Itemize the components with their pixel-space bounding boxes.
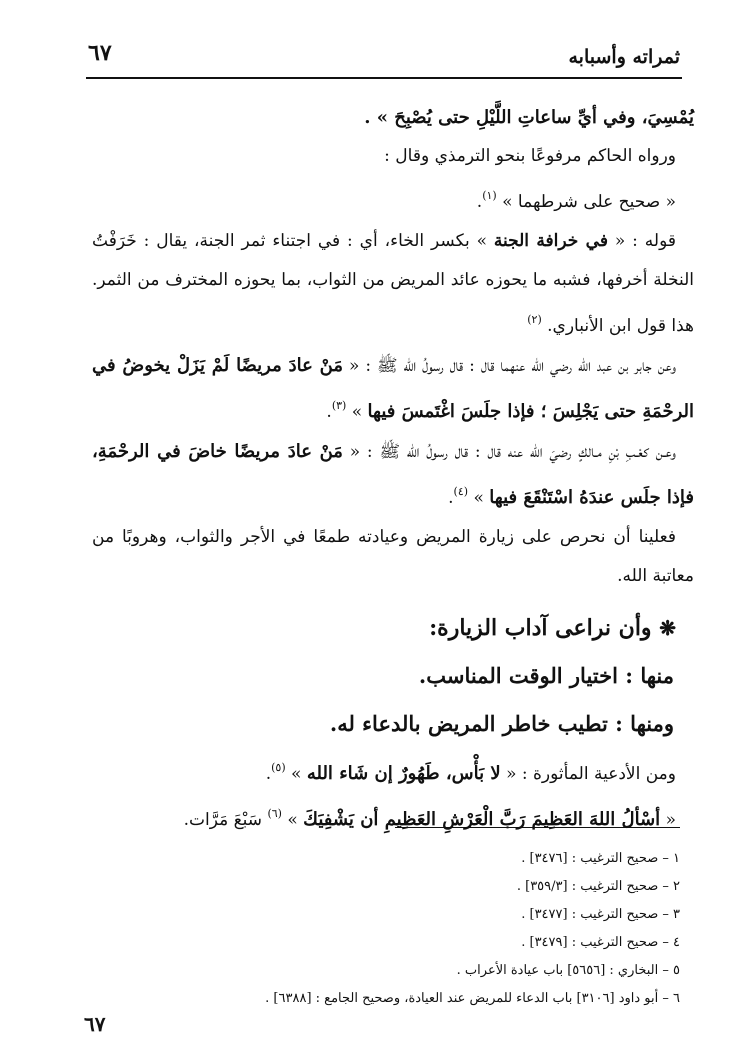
paragraph-jabir: وعن جابر بن عبد الله رضي الله عنهما قال : قال رسولُ الله ﷺ : « مَنْ عادَ مريضًا لَمْ يَزَلْ يخوضُ في الرحْمَةِ حتى يَجْلِسَ ؛ فإذا جلَسَ اغْتَمسَ فيها » $^{(٣)}$. [92, 355, 694, 422]
jabir-chain: وعن جابر بن عبد الله رضي الله عنهما قال : قال رسولُ الله ﷺ : « [343, 356, 676, 376]
footnote-2: ٢ – صحيح الترغيب : [٣٥٩/٣] . [516, 879, 680, 894]
footnote-ref-2[interactable]: (٢) [527, 313, 542, 326]
kaab-hadith: مَنْ عادَ مريضًا خاضَ في الرحْمَةِ، فإذا جلَس عندَهُ اسْتَنْقَعَ فيها [92, 441, 694, 508]
paragraph-dua-2 [92, 794, 694, 840]
dua-2-count: سَبْعَ مَرَّات. [183, 810, 268, 830]
section-heading-text: وأن نراعى آداب الزيارة: [429, 615, 652, 641]
footnote-4: ٤ – صحيح الترغيب : [٣٤٧٩] . [521, 935, 680, 950]
dua-1-close: » [291, 764, 307, 784]
paragraph-hadith-end: يُمْسِيَ، وفي أيِّ ساعاتِ اللَّيْلِ حتى يُصْبِحَ » . [364, 107, 694, 128]
footnote-ref-6[interactable]: (٦) [267, 807, 282, 820]
footnote-ref-3[interactable]: (٣) [331, 399, 347, 412]
explanation-term: في خرافة الجنة [493, 231, 608, 251]
header-divider [86, 77, 682, 79]
header-page-number: ٦٧ [88, 40, 112, 66]
footnote-5: ٥ – البخاري : [٥٦٥٦] باب عيادة الأعراب . [456, 963, 680, 978]
dua-2-open: « [660, 810, 676, 830]
footnote-ref-4[interactable]: (٤) [453, 485, 469, 498]
sahih-quote: « صحيح على شرطهما » [502, 192, 676, 212]
jabir-close: » [351, 402, 368, 422]
section-heading [92, 604, 694, 652]
paragraph-sahih: « صحيح على شرطهما » $^{(١)}$. [476, 189, 676, 212]
main-text [92, 98, 694, 840]
footnote-1: ١ – صحيح الترغيب : [٣٤٧٦] . [521, 851, 680, 866]
dua-1-lead: ومن الأدعية المأثورة : « [500, 764, 676, 784]
running-header-title: ثمراته وأسبابه [568, 46, 680, 68]
dua-2-text: أسْألُ اللهَ العَظِيمَ رَبَّ الْعَرْشِ العَظِيمِ أن يَشْفِيَكَ [303, 809, 661, 830]
jabir-hadith: مَنْ عادَ مريضًا لَمْ يَزَلْ يخوضُ في الرحْمَةِ حتى يَجْلِسَ ؛ فإذا جلَسَ اغْتَمسَ فيها [92, 355, 694, 422]
footnote-ref-1[interactable]: (١) [482, 189, 497, 202]
explanation-body: » بكسر الخاء، أي : في اجتناء ثمر الجنة، يقال : خَرَفْتُ النخلة أخرفها، فشبه ما يحوزه عائد المريض من الثواب، بما يحوزه المخترف من الثمر. هذا قول ابن الأنباري. [92, 231, 694, 336]
footnote-divider [395, 827, 680, 828]
dua-1-text: لا بَأْس، طَهُورٌ إن شَاء الله [306, 763, 501, 784]
subheading-time: منها : اختيار الوقت المناسب. [418, 663, 674, 688]
kaab-close: » [473, 488, 490, 508]
footnote-3: ٣ – صحيح الترغيب : [٣٤٧٧] . [521, 907, 680, 922]
footer-page-number: ٦٧ [84, 1012, 106, 1036]
footnote-6: ٦ – أبو داود [٣١٠٦] باب الدعاء للمريض عند العيادة، وصحيح الجامع : [٦٣٨٨] . [265, 991, 680, 1006]
kaab-chain: وعـن كعْـبِ بْنِ مـالكٍ رضيَ الله عنه قال : قال رسولُ الله ﷺ : « [342, 442, 676, 462]
paragraph-conclusion: فعلينا أن نحرص على زيارة المريض وعيادته طمعًا في الأجر والثواب، وهروبًا من معاتبة الله. [92, 527, 694, 586]
explanation-lead: قوله : « [607, 231, 676, 251]
dua-2-close: » [287, 810, 304, 830]
paragraph-kaab: وعـن كعْـبِ بْنِ مـالكٍ رضيَ الله عنه قال : قال رسولُ الله ﷺ : « مَنْ عادَ مريضًا خاضَ في الرحْمَةِ، فإذا جلَس عندَهُ اسْتَنْقَعَ فيها » $^{(٤)}$. [92, 441, 694, 508]
subheading-dua: ومنها : تطيب خاطر المريض بالدعاء له. [329, 711, 674, 736]
paragraph-dua-1: ومن الأدعية المأثورة : « لا بَأْس، طَهُورٌ إن شَاء الله » $^{(٥)}$. [265, 761, 676, 784]
footnote-ref-5[interactable]: (٥) [271, 761, 286, 774]
footnotes [90, 845, 680, 1013]
asterism-icon: ❋ [659, 616, 676, 640]
paragraph-explanation [92, 222, 694, 346]
paragraph-hakim: ورواه الحاكم مرفوعًا بنحو الترمذي وقال : [384, 146, 676, 166]
